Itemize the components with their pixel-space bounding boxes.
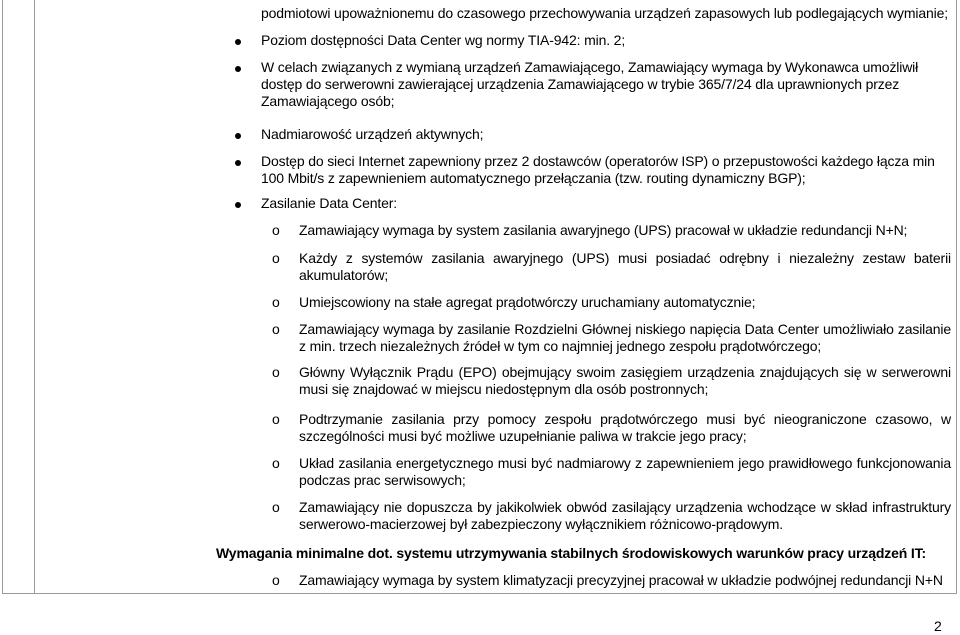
list-item-internet-access: Dostęp do sieci Internet zapewniony przez 2 dostawców (operatorów ISP) o przepustowości każdego łącza min 100 Mbit/s z zapewnieniem automatycznego przełączania (tzw. routing dynamiczny BGP);: [261, 153, 935, 186]
power-item-epo: Główny Wyłącznik Prądu (EPO) obejmujący swoim zasięgiem urządzenia znajdujących się w serwerowni musi się znajdować w miejscu niedostępnym dla osób postronnych;: [299, 364, 951, 397]
sub-bullet-marker: o: [272, 294, 280, 310]
bullet-icon: [235, 66, 241, 72]
sub-bullet-marker: o: [272, 364, 280, 380]
power-item-generator-runtime: Podtrzymanie zasilania przy pomocy zespołu prądotwórczego musi być nieograniczone czasowo, w szczególności musi być możliwe uzupełnianie paliwa w trakcie jego pracy;: [299, 411, 951, 444]
table-column-divider: [34, 0, 35, 593]
power-item-service-redundancy: Układ zasilania energetycznego musi być nadmiarowy z zapewnieniem jego prawidłowego funkcjonowania podczas prac serwisowych;: [299, 455, 951, 488]
sub-bullet-marker: o: [272, 455, 280, 471]
bullet-icon: [235, 39, 241, 45]
sub-bullet-marker: o: [272, 222, 280, 238]
power-item-rcd: Zamawiający nie dopuszcza by jakikolwiek obwód zasilający urządzenia wchodzące w skład infrastruktury serwerowo-macierzowej był zabezpieczony wyłącznikiem różnicowo-prądowym.: [299, 499, 951, 532]
bullet-icon: [235, 202, 241, 208]
page-number: 2: [934, 618, 942, 634]
sub-bullet-marker: o: [272, 411, 280, 427]
sub-bullet-marker: o: [272, 572, 280, 588]
bullet-icon: [235, 160, 241, 166]
sub-bullet-marker: o: [272, 499, 280, 515]
power-item-generator: Umiejscowiony na stałe agregat prądotwórczy uruchamiany automatycznie;: [299, 294, 756, 310]
power-item-batteries: Każdy z systemów zasilania awaryjnego (UPS) musi posiadać odrębny i niezależny zestaw baterii akumulatorów;: [299, 250, 951, 283]
power-item-switchgear: Zamawiający wymaga by zasilanie Rozdzielni Głównej niskiego napięcia Data Center umożliwiało zasilanie z min. trzech niezależnych źródeł w tym co najmniej jednego zespołu prądotwórczego;: [299, 321, 951, 354]
section-heading-environment: Wymagania minimalne dot. systemu utrzymywania stabilnych środowiskowych warunków pracy urządzeń IT:: [216, 545, 926, 561]
bullet-icon: [235, 133, 241, 139]
climate-item-precision-ac: Zamawiający wymaga by system klimatyzacji precyzyjnej pracował w układzie podwójnej redundancji N+N: [299, 572, 943, 588]
list-item-redundancy: Nadmiarowość urządzeń aktywnych;: [261, 126, 484, 142]
sub-bullet-marker: o: [272, 250, 280, 266]
list-item-server-room-access: W celach związanych z wymianą urządzeń Zamawiającego, Zamawiający wymaga by Wykonawca umożliwił dostęp do serwerowni zawierającej urządzenia Zamawiającego w trybie 365/7/24 dla uprawnionych przez Zamawiającego osób;: [261, 59, 919, 109]
power-item-ups-redundancy: Zamawiający wymaga by system zasilania awaryjnego (UPS) pracował w układzie redundancji N+N;: [299, 222, 908, 238]
list-item-tier-level: Poziom dostępności Data Center wg normy TIA-942: min. 2;: [261, 32, 626, 48]
sub-bullet-marker: o: [272, 321, 280, 337]
list-item-continuation: podmiotowi upoważnionemu do czasowego przechowywania urządzeń zapasowych lub podlegających wymianie;: [261, 5, 948, 21]
list-item-power-supply: Zasilanie Data Center:: [261, 195, 397, 211]
